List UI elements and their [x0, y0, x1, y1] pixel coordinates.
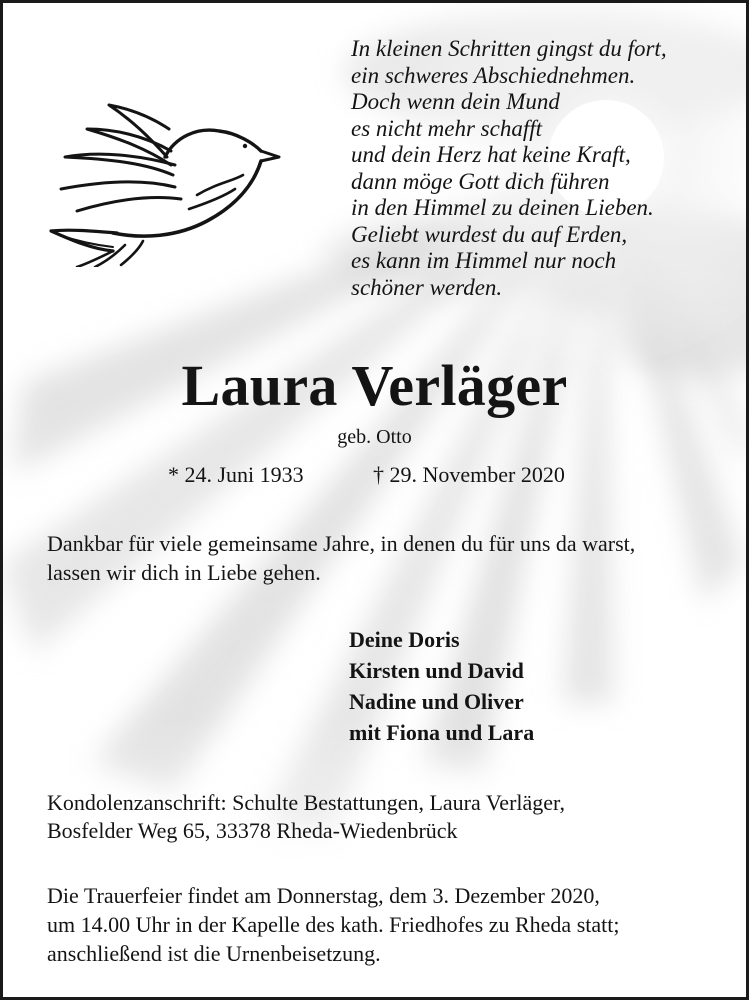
family-line: mit Fiona und Lara [349, 720, 535, 745]
dove-icon [47, 99, 291, 267]
death-date: † 29. November 2020 [373, 462, 565, 487]
condolence-address [47, 789, 737, 845]
gratitude-text [47, 529, 737, 587]
deceased-name: Laura Verläger [181, 353, 568, 418]
birth-date: * 24. Juni 1933 [168, 462, 304, 487]
family-signature [349, 624, 534, 748]
poem-line: Doch wenn dein Mund [351, 89, 560, 114]
poem [351, 36, 741, 301]
condolence-line: Bosfelder Weg 65, 33378 Rheda-Wiedenbrück [47, 818, 458, 843]
poem-line: dann möge Gott dich führen [351, 168, 610, 194]
poem-line: es kann im Himmel nur noch [351, 248, 617, 273]
service-line: um 14.00 Uhr in der Kapelle des kath. Friedhofes zu Rheda statt; [47, 912, 620, 937]
funeral-service-info [47, 881, 737, 968]
poem-line: ein schweres Abschiednehmen. [351, 62, 636, 88]
service-line: anschließend ist die Urnenbeisetzung. [47, 941, 381, 966]
poem-line: in den Himmel zu deinen Lieben. [351, 195, 654, 220]
birth-name: geb. Otto [337, 426, 412, 448]
poem-line: Geliebt wurdest du auf Erden, [351, 221, 628, 247]
condolence-line: Kondolenzanschrift: Schulte Bestattungen, Laura Verläger, [47, 790, 565, 815]
family-line: Kirsten und David [349, 658, 524, 683]
gratitude-line: lassen wir dich in Liebe gehen. [47, 560, 321, 585]
service-line: Die Trauerfeier findet am Donnerstag, dem 3. Dezember 2020, [47, 883, 600, 908]
gratitude-line: Dankbar für viele gemeinsame Jahre, in denen du für uns da warst, [47, 531, 636, 556]
poem-line: und dein Herz hat keine Kraft, [351, 142, 631, 167]
poem-line: es nicht mehr schafft [351, 115, 542, 141]
poem-line: In kleinen Schritten gingst du fort, [351, 36, 667, 61]
family-line: Nadine und Oliver [349, 689, 524, 714]
family-line: Deine Doris [349, 627, 460, 652]
poem-line: schöner werden. [351, 274, 503, 300]
